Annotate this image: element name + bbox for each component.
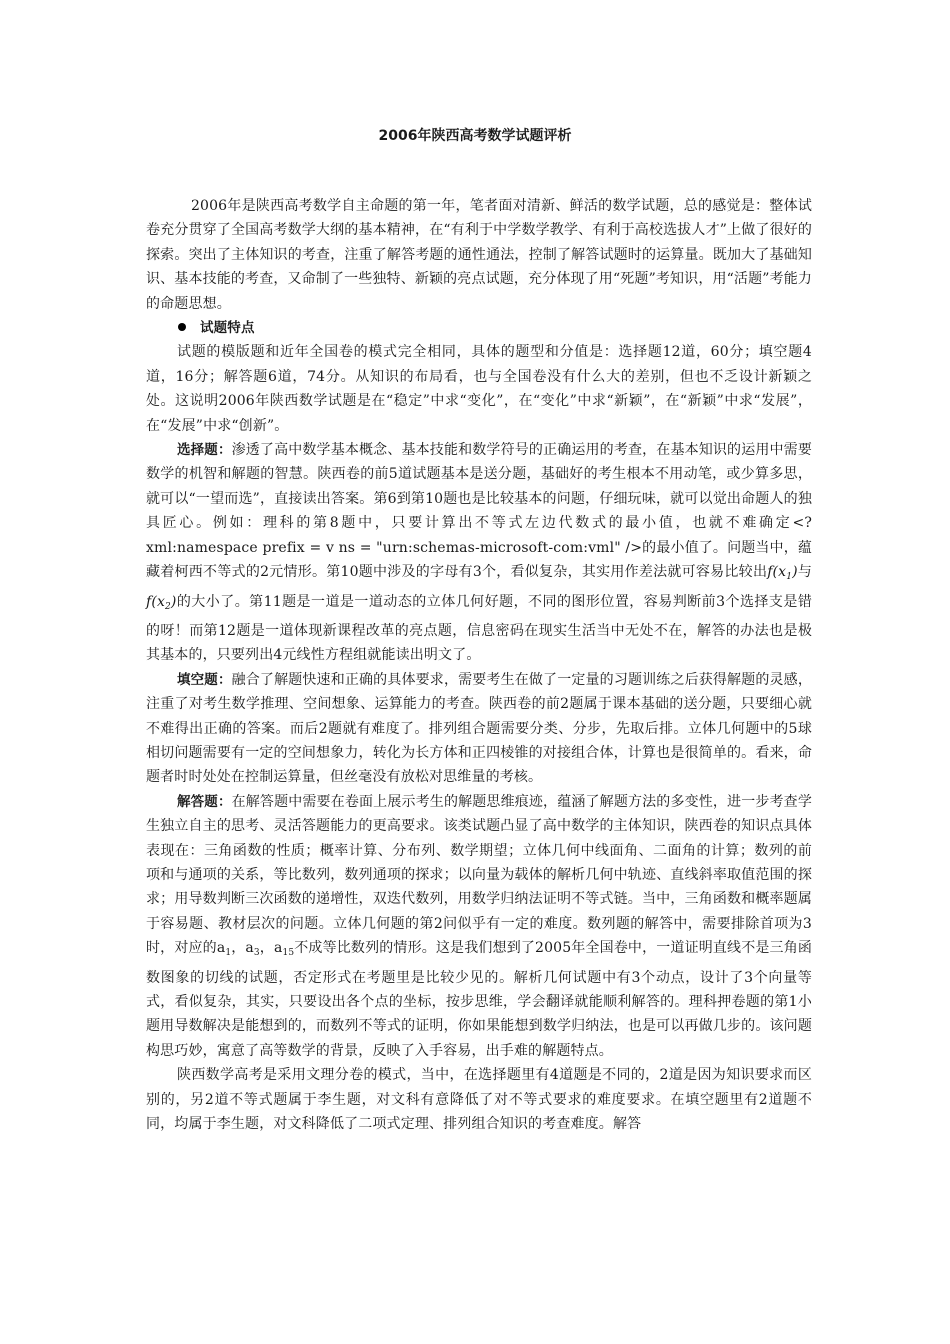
choice-label: 选择题： bbox=[177, 442, 232, 459]
section-heading bbox=[146, 316, 812, 340]
choice-text-b: 的最小值了。问题当中，蕴藏着柯西不等式的2元情形。第10题中涉及的字母有3个，看似复杂，其实用作差法就可容易比较出 bbox=[146, 539, 812, 581]
fx2-formula: $f(x_2)$ bbox=[146, 593, 177, 612]
features-paragraph: 试题的模版题和近年全国卷的模式完全相同，具体的题型和分值是：选择题12道，60分；填空题4道，16分；解答题6道，74分。从知识的布局看，也与全国卷没有什么大的差别，但也不乏设计新颖之处。这说明2006年陕西数学试题是在“稳定”中求“变化”，在“变化”中求“新颖”，在“新颖”中求“发展”，在“发展”中求“创新”。 bbox=[146, 344, 812, 434]
bullet-icon bbox=[178, 323, 186, 331]
section-heading-text: 试题特点 bbox=[200, 320, 255, 337]
last-paragraph: 陕西数学高考是采用文理分卷的模式，当中，在选择题里有4道题是不同的，2道是因为知识要求而区别的，另2道不等式题属于李生题，对文科有意降低了对不等式要求的难度要求。在填空题里有2道题不同，均属于李生题，对文科降低了二项式定理、排列组合知识的考查难度。解答 bbox=[146, 1067, 812, 1133]
answer-paragraph bbox=[146, 790, 812, 1063]
fill-text: 融合了解题快速和正确的具体要求，需要考生在做了一定量的习题训练之后获得解题的灵感，注重了对考生数学推理、空间想象、运算能力的考查。陕西卷的前2题属于课本基础的送分题，只要细心就不难得出正确的答案。而后2题就有难度了。排列组合题需要分类、分步，先取后排。立体几何题中的5球相切问题需要有一定的空间想象力，转化为长方体和正四棱锥的对接组合体，计算也是很简单的。看来，命题者时时处处在控制运算量，但丝毫没有放松对思维量的考核。 bbox=[146, 671, 812, 786]
article-body bbox=[146, 194, 812, 1136]
intro-paragraph: 2006年是陕西高考数学自主命题的第一年，笔者面对清新、鲜活的数学试题，总的感觉是：整体试卷充分贯穿了全国高考数学大纲的基本精神，在“有利于中学数学教学、有利于高校选拔人才”上做了很好的探索。突出了主体知识的考查，注重了解答考题的通性通法，控制了解答试题时的运算量。既加大了基础知识、基本技能的考查，又命制了一些独特、新颖的亮点试题，充分体现了用“死题”考知识，用“活题”考能力的命题思想。 bbox=[146, 198, 812, 312]
and-text: 与 bbox=[797, 564, 812, 581]
fill-paragraph bbox=[146, 668, 812, 790]
answer-text-a: 在解答题中需要在卷面上展示考生的解题思维痕迹，蕴涵了解题方法的多变性，进一步考查学生独立自主的思考、灵活答题能力的更高要求。该类试题凸显了高中数学的主体知识，陕西卷的知识点具体表现在：三角函数的性质；概率计算、分布列、数学期望；立体几何中线面角、二面角的计算；数列的前 项和与通项的关系，等比数列，数列通项的探求；以向量为载体的解析几何中轨迹、直线斜率取值范围的探求；用导数判断三次函数的递增性，双迭代数列，用数学归纳法证明不等式链。当中，三角函数和概率题属于容易题、教材层次的问题。立体几何题的第2问似乎有一定的难度。数列题的解答中，需要排除首项为3时，对应的 bbox=[146, 793, 812, 957]
answer-text-b: 不成等比数列的情形。这是我们想到了2005年全国卷中，一道证明直线不是三角函数图象的切线的试题，否定形式在考题里是比较少见的。解析几何试题中有3个动点，设计了3个向量等式，看似复杂，其实，只要设出各个点的坐标，按步思维，学会翻译就能顺利解答的。理科押卷题的第1小题用导数解决是能想到的，而数列不等式的证明，你如果能想到数学归纳法，也是可以再做几步的。该问题构思巧妙，寓意了高等数学的背景，反映了入手容易，出手难的解题特点。 bbox=[146, 940, 813, 1059]
choice-text-a: 渗透了高中数学基本概念、基本技能和数学符号的正确运用的考查，在基本知识的运用中需要数学的机智和解题的智慧。陕西卷的前5道试题基本是送分题，基础好的考生根本不用动笔，或少算多思，就可以“一望而选”，直接读出答案。第6到第10题也是比较基本的问题，仔细玩味，就可以觉出命题人的独具匠心。例如：理科的第8题中，只要计算出不等式左边代数式的最小值，也就不难确定 bbox=[146, 442, 812, 532]
fx1-formula: $f(x_1)$ bbox=[767, 564, 798, 583]
answer-label: 解答题： bbox=[177, 793, 232, 810]
xml-fragment: <?xml:namespace prefix = v ns = "urn:schemas-microsoft-com:vml" /> bbox=[146, 515, 812, 556]
fill-label: 填空题： bbox=[177, 671, 232, 688]
choice-paragraph bbox=[146, 438, 812, 668]
choice-text-c: 的大小了。第11题是一道是一道动态的立体几何好题，不同的图形位置，容易判断前3个选择支是错的呀！而第12题是一道体现新课程改革的亮点题，信息密码在现实生活当中无处不在，解答的办法也是极其基本的，只要列出4元线性方程组就能读出明文了。 bbox=[146, 593, 812, 664]
a-terms: $a_1$，$a_3$，$a_{15}$ bbox=[216, 940, 295, 959]
page-title: 2006年陕西高考数学试题评析 bbox=[378, 128, 572, 144]
